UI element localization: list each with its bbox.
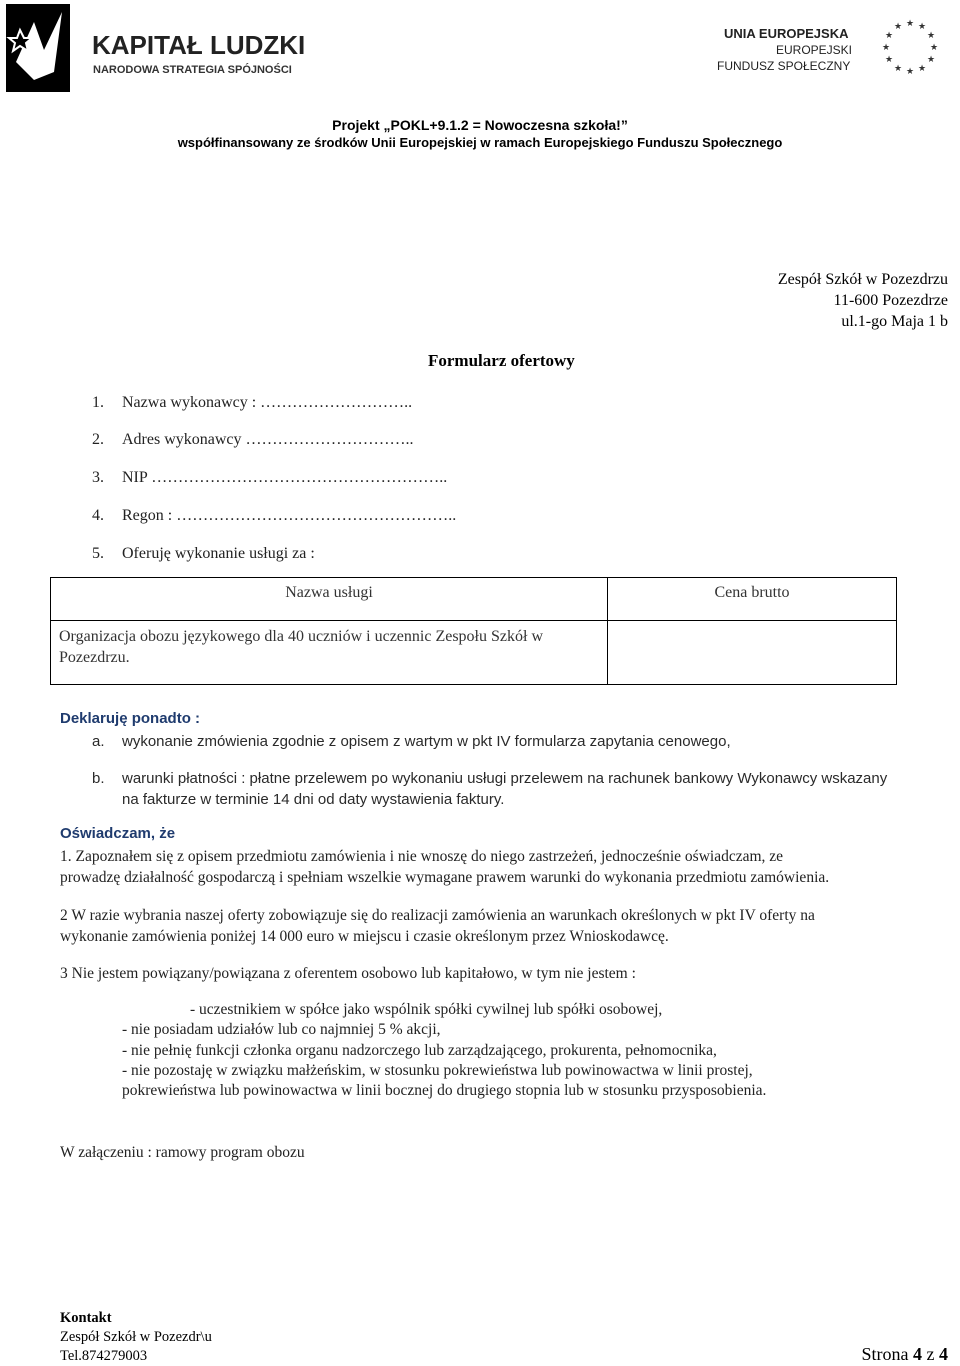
- footer-school: Zespół Szkół w Pozezdr\u: [60, 1329, 212, 1345]
- svg-text:★: ★: [929, 43, 939, 53]
- statement-p1-line2: prowadzę działalność gospodarczą i spełniam wszelkie wymagane prawem warunki do wykonania przedmiotu zamówienia.: [60, 869, 830, 886]
- declaration-item: b. warunki płatności : płatne przelewem po wykonaniu usługi przelewem na rachunek bankowy Wykonawcy wskazany: [92, 770, 888, 787]
- table-cell-service: Organizacja obozu językowego dla 40 uczniów i uczennic Zespołu Szkół w Pozezdrzu.: [51, 621, 608, 685]
- statement-p3: 3 Nie jestem powiązany/powiązana z oferentem osobowo lub kapitałowo, w tym nie jestem :: [60, 965, 636, 982]
- footer-contact-label: Kontakt: [60, 1310, 112, 1326]
- address-postal: 11-600 Pozezdrze: [833, 292, 948, 309]
- eu-line3: FUNDUSZ SPOŁECZNY: [717, 59, 851, 73]
- svg-text:★: ★: [893, 64, 903, 74]
- list-item: 3. NIP ………………………………………………..: [92, 469, 448, 486]
- list-item: 4. Regon : ……………………………………………..: [92, 507, 457, 524]
- table-header-service: Nazwa usługi: [51, 578, 608, 621]
- statement-p2-line1: 2 W razie wybrania naszej oferty zobowiązuje się do realizacji zamówienia an warunkach określonych w pkt IV oferty na: [60, 907, 815, 924]
- eu-line2: EUROPEJSKI: [776, 43, 853, 57]
- address-name: Zespół Szkół w Pozezdrzu: [777, 271, 948, 288]
- svg-text:★: ★: [926, 31, 936, 41]
- svg-text:★: ★: [905, 19, 915, 29]
- statement-bullet: pokrewieństwa lub powinowactwa w linii bocznej do drugiego stopnia lub w stosunku przysposobienia.: [122, 1082, 767, 1099]
- table-row: [51, 621, 897, 685]
- svg-text:★: ★: [881, 43, 891, 53]
- eu-flag-stars-icon: [882, 19, 938, 77]
- svg-text:★: ★: [884, 31, 894, 41]
- table-cell-price: [608, 621, 897, 685]
- page-number: Strona 4 z 4: [861, 1344, 948, 1364]
- project-title: Projekt „POKL+9.1.2 = Nowoczesna szkoła!”: [332, 117, 628, 133]
- cofinanced-line: współfinansowany ze środków Unii Europejskiej w ramach Europejskiego Funduszu Społecznego: [177, 135, 783, 150]
- svg-text:★: ★: [905, 67, 915, 77]
- declaration-heading: Deklaruję ponadto :: [60, 710, 201, 727]
- svg-text:★: ★: [917, 64, 927, 74]
- form-title: Formularz ofertowy: [428, 351, 575, 370]
- list-item: 2. Adres wykonawcy …………………………..: [92, 431, 414, 448]
- attachment-note: W załączeniu : ramowy program obozu: [60, 1144, 305, 1161]
- list-item: 1. Nazwa wykonawcy : ………………………..: [92, 394, 413, 411]
- svg-text:★: ★: [917, 22, 927, 32]
- eu-line1: UNIA EUROPEJSKA: [724, 26, 849, 41]
- statement-bullet: - nie pełnię funkcji członka organu nadzorczego lub zarządzającego, prokurenta, pełnomocnika,: [122, 1042, 717, 1059]
- service-table: [50, 577, 897, 685]
- table-header-price: Cena brutto: [608, 578, 897, 621]
- svg-text:★: ★: [893, 22, 903, 32]
- table-header-row: [51, 578, 897, 621]
- statement-p2-line2: wykonanie zamówienia poniżej 14 000 euro w miejscu i czasie określonym przez Wnioskodawcę.: [60, 928, 669, 945]
- footer-phone: Tel.874279003: [60, 1348, 148, 1364]
- statement-heading: Oświadczam, że: [60, 825, 176, 842]
- kapital-ludzki-subtitle: NARODOWA STRATEGIA SPÓJNOŚCI: [93, 64, 292, 76]
- svg-text:★: ★: [884, 55, 894, 65]
- list-item: 5. Oferuję wykonanie usługi za :: [92, 545, 315, 562]
- kapital-ludzki-title: KAPITAŁ LUDZKI: [92, 30, 306, 60]
- statement-bullet: - nie posiadam udziałów lub co najmniej 5 % akcji,: [122, 1021, 441, 1038]
- address-street: ul.1-go Maja 1 b: [841, 313, 948, 330]
- kapital-ludzki-logo: [4, 2, 324, 94]
- statement-p1-line1: 1. Zapoznałem się z opisem przedmiotu zamówienia i nie wnoszę do niego zastrzeżeń, jednocześnie oświadczam, ze: [60, 848, 784, 865]
- declaration-item-cont: na fakturze w terminie 14 dni od daty wystawienia faktury.: [122, 791, 505, 808]
- eu-logo: [712, 16, 958, 80]
- svg-text:★: ★: [926, 55, 936, 65]
- declaration-item: a. wykonanie zmówienia zgodnie z opisem z wartym w pkt IV formularza zapytania cenowego,: [92, 733, 731, 750]
- statement-bullet: - uczestnikiem w spółce jako wspólnik spółki cywilnej lub spółki osobowej,: [190, 1001, 663, 1018]
- statement-bullet: - nie pozostaję w związku małżeńskim, w stosunku pokrewieństwa lub powinowactwa w linii prostej,: [122, 1062, 753, 1079]
